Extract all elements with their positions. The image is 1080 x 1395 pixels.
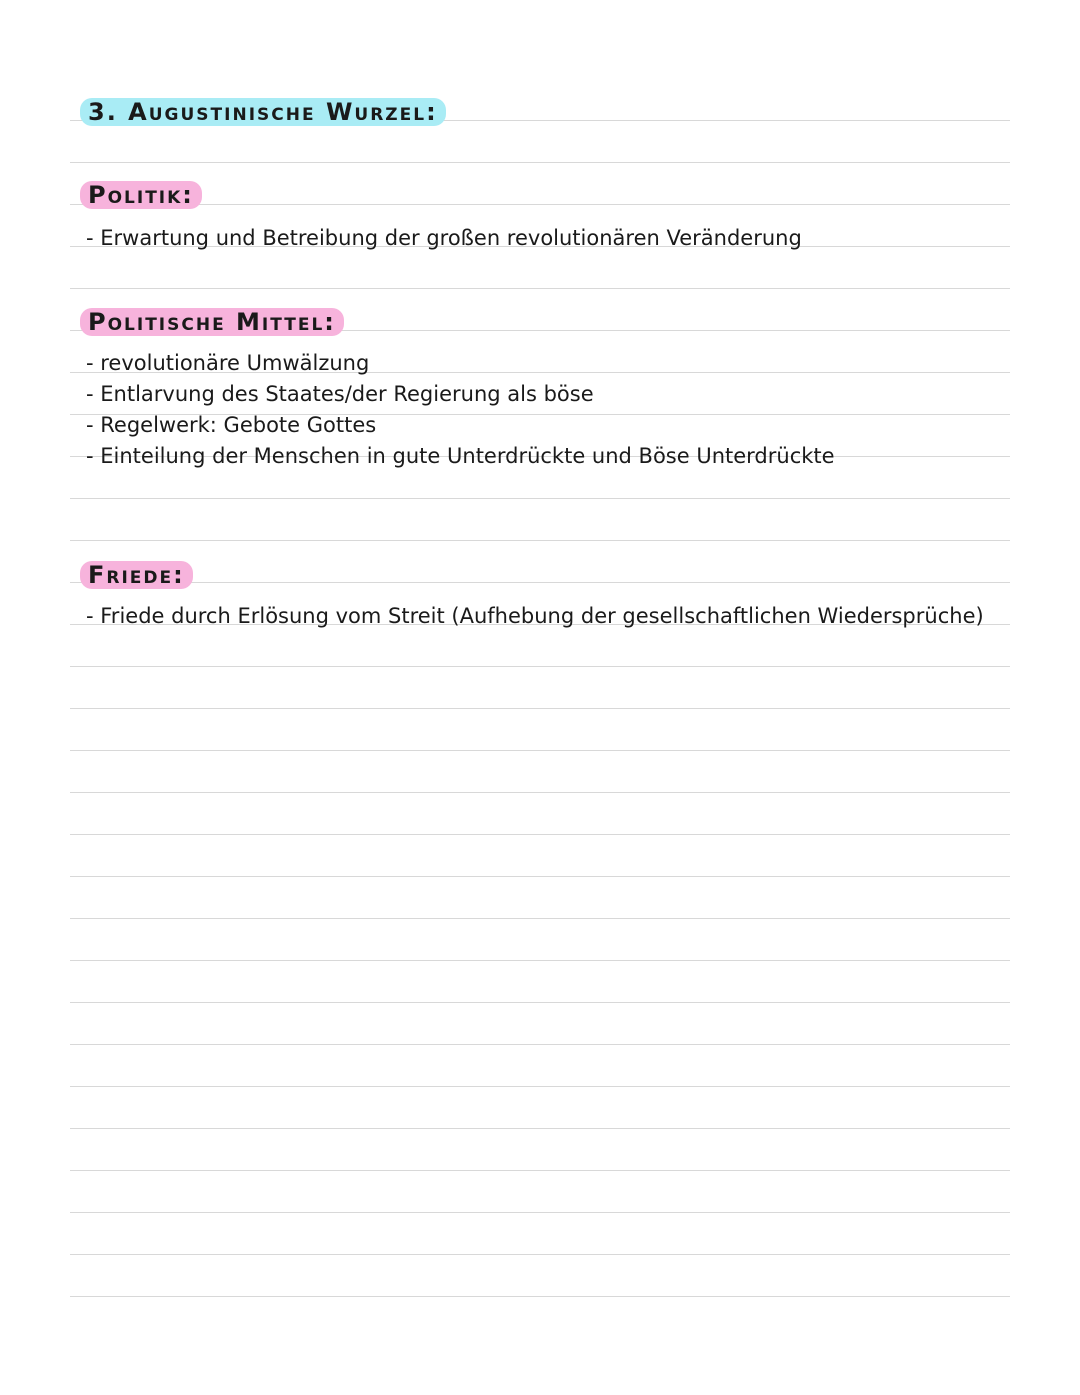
rule-line bbox=[70, 1086, 1010, 1087]
politische-mittel-item: - revolutionäre Umwälzung bbox=[86, 351, 370, 375]
politische-mittel-item: - Einteilung der Menschen in gute Unterdrückte und Böse Unterdrückte bbox=[86, 444, 835, 468]
rule-line bbox=[70, 204, 1010, 205]
rule-line bbox=[70, 1044, 1010, 1045]
rule-line bbox=[70, 834, 1010, 835]
rule-line bbox=[70, 708, 1010, 709]
rule-line bbox=[70, 162, 1010, 163]
main-heading: 3. Augustinische Wurzel: bbox=[80, 98, 446, 126]
politische-mittel-item: - Entlarvung des Staates/der Regierung als böse bbox=[86, 382, 594, 406]
friede-item: - Friede durch Erlösung vom Streit (Aufhebung der gesellschaftlichen Wiedersprüche) bbox=[86, 604, 984, 628]
rule-line bbox=[70, 750, 1010, 751]
friede-heading: Friede: bbox=[80, 561, 193, 589]
rule-line bbox=[70, 1170, 1010, 1171]
politische-mittel-item: - Regelwerk: Gebote Gottes bbox=[86, 413, 377, 437]
rule-line bbox=[70, 1002, 1010, 1003]
rule-line bbox=[70, 792, 1010, 793]
rule-line bbox=[70, 960, 1010, 961]
rule-line bbox=[70, 540, 1010, 541]
rule-line bbox=[70, 582, 1010, 583]
rule-line bbox=[70, 1254, 1010, 1255]
rule-line bbox=[70, 876, 1010, 877]
politik-item: - Erwartung und Betreibung der großen revolutionären Veränderung bbox=[86, 226, 802, 250]
politik-heading: Politik: bbox=[80, 181, 202, 209]
rule-line bbox=[70, 1296, 1010, 1297]
rule-line bbox=[70, 918, 1010, 919]
rule-line bbox=[70, 1128, 1010, 1129]
rule-line bbox=[70, 288, 1010, 289]
rule-line bbox=[70, 498, 1010, 499]
rule-line bbox=[70, 1212, 1010, 1213]
rule-line bbox=[70, 666, 1010, 667]
politische-mittel-heading: Politische Mittel: bbox=[80, 308, 344, 336]
ruled-lines bbox=[70, 0, 1010, 1395]
